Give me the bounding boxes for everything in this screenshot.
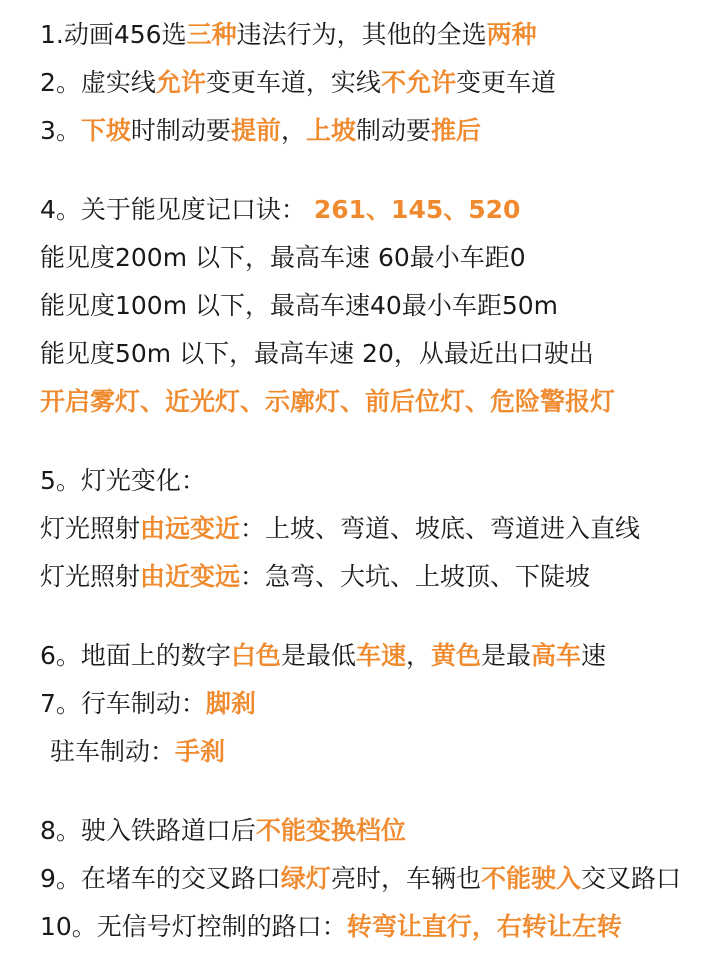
body-text: 灯光照射 <box>40 562 141 591</box>
rule-line-9-traffic-jam <box>40 862 720 910</box>
rule-line-8-railroad <box>40 814 720 862</box>
body-text: 变更车道，实线 <box>205 68 381 97</box>
visibility-100m-line <box>40 289 720 337</box>
body-text: 1.动画456选 <box>40 20 187 49</box>
highlighted-text: 允许 <box>155 68 206 97</box>
rule-line-10-unsignaled <box>40 910 720 958</box>
rule-line-7-service-brake <box>40 687 720 735</box>
rule-line-1 <box>40 18 720 66</box>
body-text: 驻车制动： <box>50 737 176 766</box>
highlighted-text: 绿灯 <box>280 864 331 893</box>
body-text: 速 <box>581 641 607 670</box>
body-text: 4。关于能见度记口诀： <box>40 195 314 224</box>
highlighted-text: 黄色 <box>430 641 481 670</box>
highlighted-text: 脚刹 <box>205 689 256 718</box>
body-text: 制动要 <box>355 116 431 145</box>
body-text: 10。无信号灯控制的路口： <box>40 912 347 941</box>
body-text: 2。虚实线 <box>40 68 156 97</box>
body-text: ：上坡、弯道、坡底、弯道进入直线 <box>240 514 641 543</box>
body-text: 变更车道 <box>455 68 556 97</box>
body-text: 7。行车制动： <box>40 689 206 718</box>
rule-line-6-ground-numbers <box>40 639 720 687</box>
body-text: 是最低 <box>280 641 356 670</box>
highlighted-text: 不能驶入 <box>480 864 581 893</box>
rule-line-5-light-change <box>40 464 720 512</box>
body-text: 时制动要 <box>130 116 231 145</box>
rule-line-4-visibility-mnemonic <box>40 193 720 241</box>
highlighted-text: 提前 <box>230 116 281 145</box>
highlighted-text: 上坡 <box>305 116 356 145</box>
highlighted-text: 由近变远 <box>140 562 241 591</box>
highlighted-text: 两种 <box>486 20 537 49</box>
visibility-50m-line <box>40 337 720 385</box>
body-text: 3。 <box>40 116 81 145</box>
near-to-far-line <box>40 560 720 608</box>
highlighted-text: 转弯让直行，右转让左转 <box>346 912 622 941</box>
body-text: 6。地面上的数字 <box>40 641 231 670</box>
body-text: ， <box>405 641 431 670</box>
body-text: 能见度50m 以下，最高车速 20，从最近出口驶出 <box>40 339 594 368</box>
highlighted-text: 261、145、520 <box>313 195 521 224</box>
body-text: ， <box>280 116 306 145</box>
visibility-200m-line <box>40 241 720 289</box>
body-text: ：急弯、大坑、上坡顶、下陡坡 <box>240 562 591 591</box>
highlighted-text: 不允许 <box>380 68 456 97</box>
far-to-near-line <box>40 512 720 560</box>
highlighted-text: 车速 <box>355 641 406 670</box>
highlighted-text: 下坡 <box>80 116 131 145</box>
body-text: 8。驶入铁路道口后 <box>40 816 256 845</box>
body-text: 能见度100m 以下，最高车速40最小车距50m <box>40 291 558 320</box>
highlighted-text: 推后 <box>431 116 482 145</box>
body-text: 亮时，车辆也 <box>330 864 481 893</box>
body-text: 是最 <box>481 641 532 670</box>
body-text: 违法行为，其他的全选 <box>236 20 487 49</box>
body-text: 交叉路口 <box>580 864 681 893</box>
highlighted-text: 三种 <box>186 20 237 49</box>
highlighted-text: 开启雾灯、近光灯、示廓灯、前后位灯、危险警报灯 <box>40 387 616 416</box>
body-text: 灯光照射 <box>40 514 141 543</box>
body-text: 9。在堵车的交叉路口 <box>40 864 281 893</box>
highlighted-text: 高车 <box>531 641 582 670</box>
body-text: 5。灯光变化： <box>40 466 206 495</box>
highlighted-text: 不能变换档位 <box>255 816 406 845</box>
highlighted-text: 由远变近 <box>140 514 241 543</box>
rule-line-2 <box>40 66 720 114</box>
rule-line-3 <box>40 114 720 162</box>
parking-brake-line <box>40 735 720 783</box>
highlighted-text: 手刹 <box>175 737 226 766</box>
body-text: 能见度200m 以下，最高车速 60最小车距0 <box>40 243 526 272</box>
lights-on-line <box>40 385 720 433</box>
highlighted-text: 白色 <box>230 641 281 670</box>
